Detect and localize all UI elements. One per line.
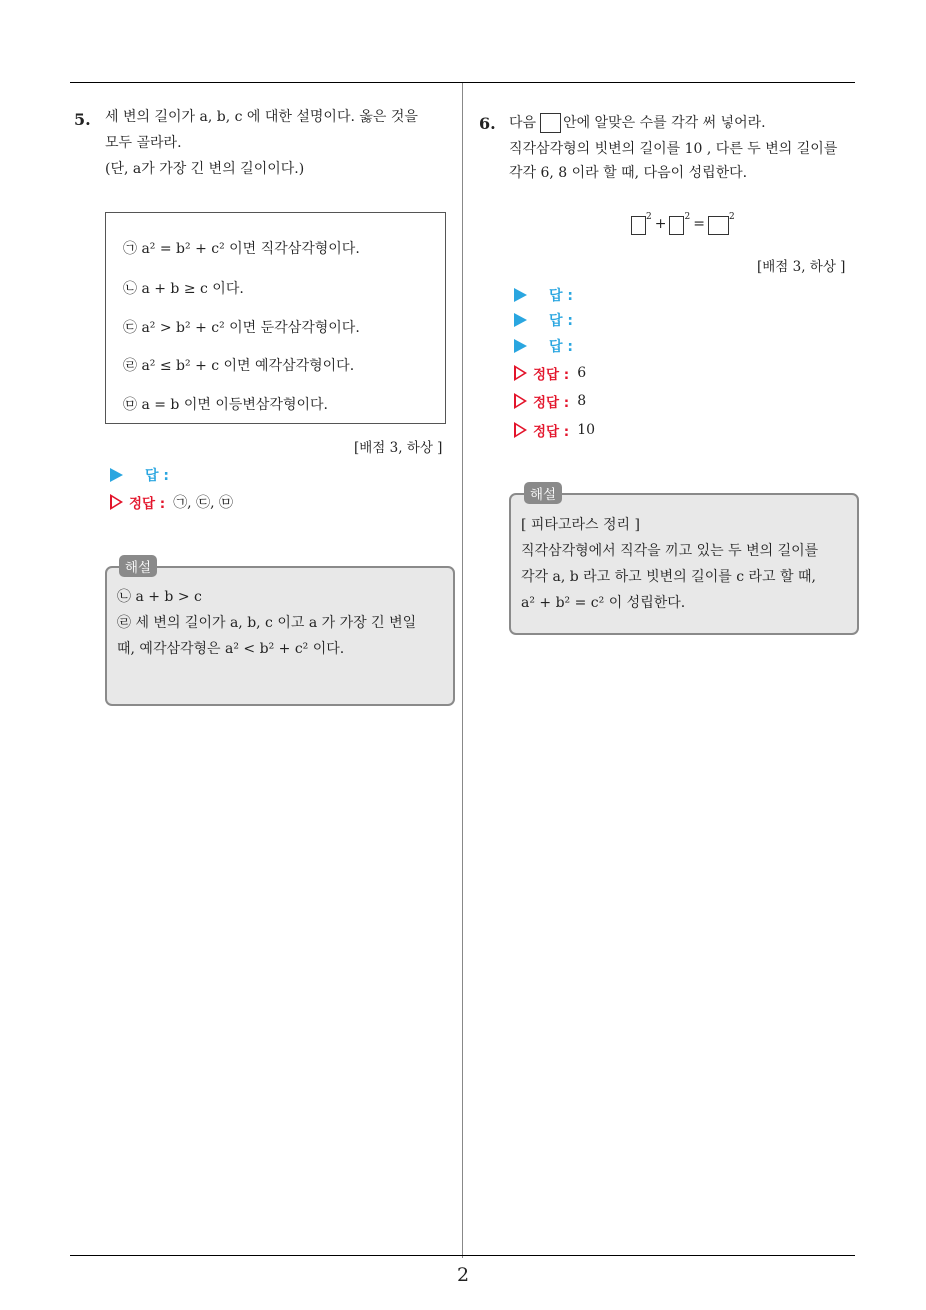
answer-label: 답 : (549, 288, 573, 304)
question-5-answer-row (110, 465, 169, 485)
correct-label: 정답 : (533, 367, 570, 383)
correct-arrow-icon (110, 494, 123, 510)
question-5-explanation-line-3: 때, 예각삼각형은 a² < b² + c² 이다. (117, 641, 345, 657)
equation-blank-2 (669, 216, 684, 235)
question-6-score: [배점 3, 하상 ] (757, 259, 846, 275)
answer-arrow-icon (514, 339, 527, 353)
question-6-line-1-start: 다음 (509, 115, 537, 131)
pythagoras-equation (631, 214, 735, 235)
question-6-line-2: 직각삼각형의 빗변의 길이를 10 , 다른 두 변의 길이를 (509, 141, 838, 157)
question-6-correct-row-3 (514, 420, 595, 440)
question-5-line-1: 세 변의 길이가 a, b, c 에 대한 설명이다. 옳은 것을 (105, 109, 418, 125)
choice-2: ㉡ a + b ≥ c 이다. (123, 281, 244, 297)
equation-blank-1 (631, 216, 646, 235)
question-6-explanation-line-4: a² + b² = c² 이 성립한다. (521, 595, 686, 611)
question-6-line-3: 각각 6, 8 이라 할 때, 다음이 성립한다. (509, 165, 748, 181)
question-6-explanation-line-2: 직각삼각형에서 직각을 끼고 있는 두 변의 길이를 (521, 543, 819, 559)
question-6-explanation-line-1: [ 피타고라스 정리 ] (521, 517, 640, 533)
answer-label: 답 : (549, 313, 573, 329)
correct-arrow-icon (514, 365, 527, 381)
question-6-line-1 (509, 110, 766, 136)
answer-arrow-icon (514, 313, 527, 327)
blank-box (540, 113, 561, 133)
question-5-number: 5. (74, 110, 91, 129)
correct-value: ㉠, ㉢, ㉤ (173, 495, 233, 511)
question-5-correct-row (110, 492, 233, 512)
correct-label: 정답 : (533, 395, 570, 411)
question-5-line-3: (단, a가 가장 긴 변의 길이이다.) (105, 161, 305, 177)
question-5-explanation-line-1: ㉡ a + b > c (117, 589, 202, 605)
exponent-1: 2 (646, 212, 652, 222)
question-5-score: [배점 3, 하상 ] (354, 440, 443, 456)
question-6-answer-row-2 (514, 310, 573, 330)
bottom-rule (70, 1255, 855, 1256)
question-6-correct-row-2 (514, 391, 586, 411)
answer-arrow-icon (110, 468, 123, 482)
question-6-answer-row-3 (514, 336, 573, 356)
equals-sign: = (693, 216, 705, 232)
answer-label: 답 : (145, 468, 169, 484)
correct-label: 정답 : (129, 496, 166, 512)
question-5-explanation-line-2: ㉣ 세 변의 길이가 a, b, c 이고 a 가 가장 긴 변일 (117, 615, 417, 631)
correct-arrow-icon (514, 393, 527, 409)
question-6-answer-row-1 (514, 285, 573, 305)
question-6-line-1-end: 안에 알맞은 수를 각각 써 넣어라. (563, 115, 766, 131)
question-5-choices-box (105, 212, 446, 424)
choice-3: ㉢ a² > b² + c² 이면 둔각삼각형이다. (123, 320, 360, 336)
column-divider (462, 83, 463, 1258)
correct-arrow-icon (514, 422, 527, 438)
correct-value: 6 (577, 365, 587, 381)
question-6-correct-row-1 (514, 363, 586, 383)
question-6-number: 6. (479, 114, 496, 133)
correct-value: 8 (577, 393, 587, 409)
exponent-2: 2 (684, 212, 691, 222)
choice-4: ㉣ a² ≤ b² + c 이면 예각삼각형이다. (123, 358, 355, 374)
correct-value: 10 (577, 422, 596, 438)
answer-label: 답 : (549, 339, 573, 355)
choice-5: ㉤ a = b 이면 이등변삼각형이다. (123, 397, 328, 413)
answer-arrow-icon (514, 288, 527, 302)
question-6-explanation-line-3: 각각 a, b 라고 하고 빗변의 길이를 c 라고 할 때, (521, 569, 816, 585)
exponent-3: 2 (728, 212, 735, 222)
equation-blank-3 (708, 216, 729, 235)
plus-sign: + (654, 216, 667, 232)
choice-1: ㉠ a² = b² + c² 이면 직각삼각형이다. (123, 241, 360, 257)
correct-label: 정답 : (533, 424, 570, 440)
question-5-line-2: 모두 골라라. (105, 135, 182, 151)
question-6-explanation-tag: 해설 (524, 482, 562, 504)
page-number: 2 (456, 1264, 470, 1286)
question-5-explanation-tag: 해설 (119, 555, 157, 577)
